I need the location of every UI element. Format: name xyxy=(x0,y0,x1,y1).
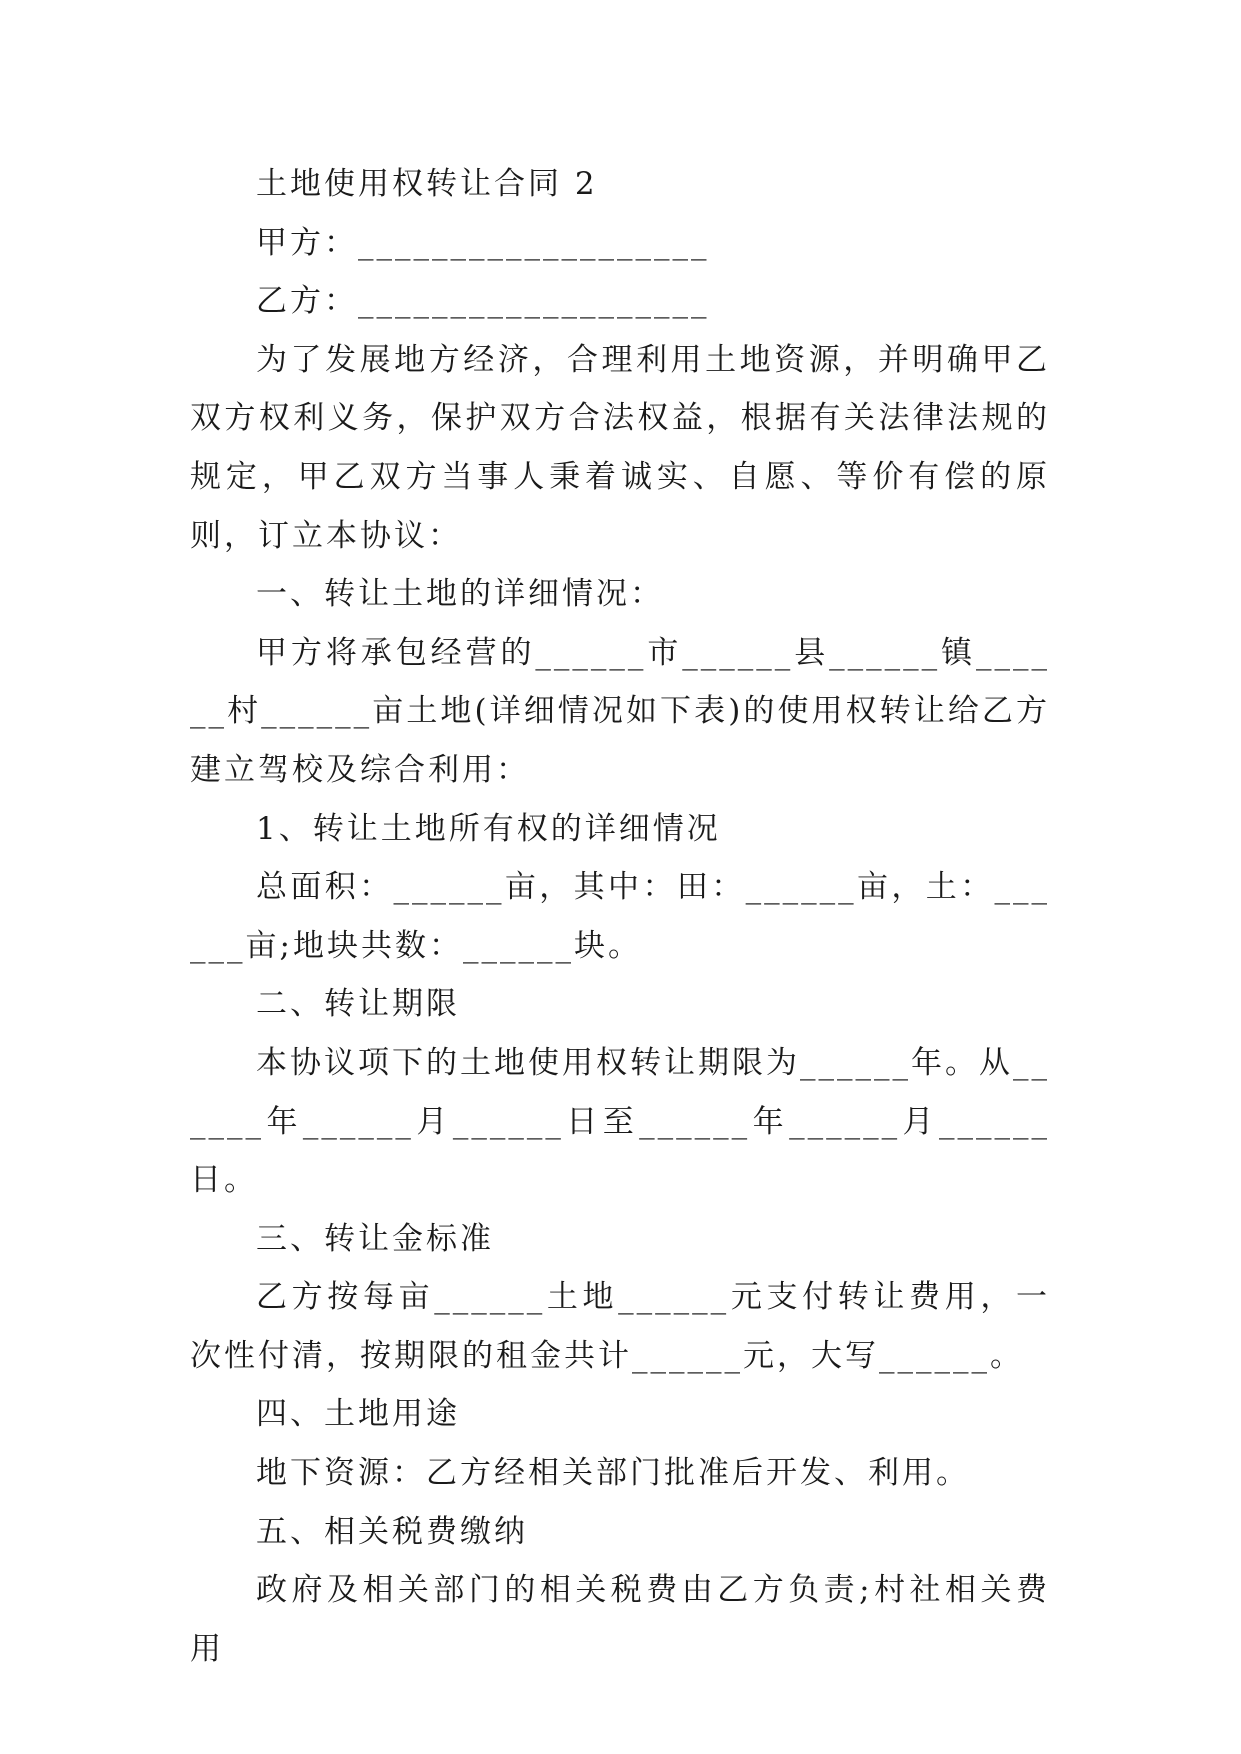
section-3-heading: 三、转让金标准 xyxy=(256,1220,494,1257)
section-1-area-paragraph: 总面积：______亩，其中：田：______亩，土：______亩;地块共数：______块。 xyxy=(190,869,1050,964)
document-title: 土地使用权转让合同 2 xyxy=(256,166,598,202)
section-2-paragraph: 本协议项下的土地使用权转让期限为______年。从______年______月______日至______年______月______日。 xyxy=(190,1044,1050,1199)
preamble-paragraph: 为了发展地方经济，合理利用土地资源，并明确甲乙双方权利义务，保护双方合法权益，根据有关法律法规的规定，甲乙双方当事人秉着诚实、自愿、等价有偿的原则，订立本协议： xyxy=(190,341,1050,554)
section-2-heading: 二、转让期限 xyxy=(256,986,460,1023)
section-4-heading: 四、土地用途 xyxy=(256,1396,460,1433)
section-1-paragraph: 甲方将承包经营的______市______县______镇______村______亩土地(详细情况如下表)的使用权转让给乙方建立驾校及综合利用： xyxy=(190,634,1050,788)
section-4-paragraph: 地下资源：乙方经相关部门批准后开发、利用。 xyxy=(256,1455,970,1492)
section-3-paragraph: 乙方按每亩______土地______元支付转让费用，一次性付清，按期限的租金共计______元，大写______。 xyxy=(190,1279,1050,1374)
party-b-line: 乙方：___________________ xyxy=(256,283,710,320)
section-1-heading: 一、转让土地的详细情况： xyxy=(256,576,664,613)
section-1-subheading: 1、转让土地所有权的详细情况 xyxy=(256,810,721,847)
document-body xyxy=(190,155,1050,1678)
party-a-line: 甲方：___________________ xyxy=(256,224,710,261)
section-5-paragraph: 政府及相关部门的相关税费由乙方负责;村社相关费用 xyxy=(190,1572,1050,1667)
section-5-heading: 五、相关税费缴纳 xyxy=(256,1513,528,1550)
